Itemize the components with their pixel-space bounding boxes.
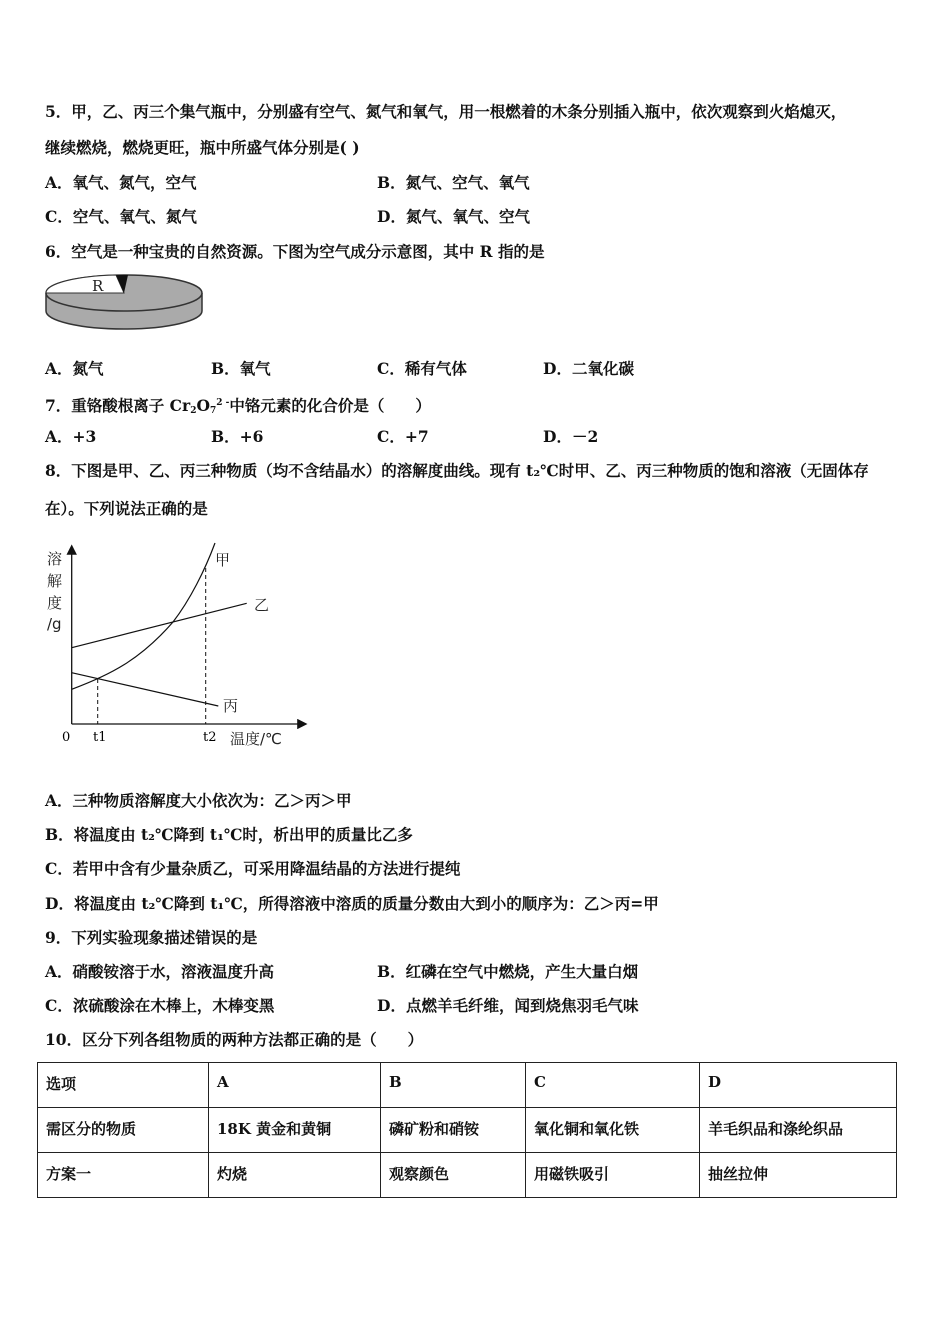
label-bing: 丙 — [223, 697, 239, 715]
t2-label: t2 — [203, 730, 217, 745]
table-cell: 磷矿粉和硝铵 — [381, 1108, 526, 1153]
q9-option-b: B．红磷在空气中燃烧，产生大量白烟 — [377, 962, 639, 981]
q5-stem: 5．甲，乙、丙三个集气瓶中，分别盛有空气、氮气和氧气，用一根燃着的木条分别插入瓶中，依次观察到火焰熄灭， — [45, 102, 847, 121]
table-cell: 18K 黄金和黄铜 — [209, 1108, 381, 1153]
q7-option-c: C．+7 — [377, 427, 429, 446]
table-cell: 选项 — [38, 1063, 209, 1108]
air-composition-pie — [40, 268, 210, 338]
table-cell: D — [700, 1063, 897, 1108]
solubility-curve-graph — [30, 530, 330, 760]
label-yi: 乙 — [254, 596, 270, 614]
q5-option-b: B．氮气、空气、氧气 — [377, 173, 530, 192]
q5-option-a: A．氧气、氮气，空气 — [45, 173, 197, 192]
q5-option-c: C．空气、氧气、氮气 — [45, 207, 197, 226]
curve-jia — [72, 543, 215, 689]
table-cell: 氧化铜和氧化铁 — [526, 1108, 700, 1153]
q9-option-a: A．硝酸铵溶于水，溶液温度升高 — [45, 962, 275, 981]
q10-stem: 10．区分下列各组物质的两种方法都正确的是（ ） — [45, 1030, 424, 1049]
pie-label-r: R — [92, 277, 104, 295]
q6-option-c: C．稀有气体 — [377, 359, 467, 378]
q9-option-d: D．点燃羊毛纤维，闻到烧焦羽毛气味 — [377, 996, 639, 1015]
q8-option-c: C．若甲中含有少量杂质乙，可采用降温结晶的方法进行提纯 — [45, 859, 461, 878]
q6-option-b: B．氧气 — [211, 359, 271, 378]
ylabel-2: 解 — [47, 572, 63, 590]
q7-option-b: B．+6 — [211, 427, 264, 446]
q8-stem-cont: 在）。下列说法正确的是 — [45, 499, 208, 518]
q7-option-d: D．－2 — [543, 427, 599, 446]
table-cell: C — [526, 1063, 700, 1108]
table-cell: 方案一 — [38, 1153, 209, 1198]
ylabel-3: 度 — [47, 594, 63, 612]
table-cell: 抽丝拉伸 — [700, 1153, 897, 1198]
curve-yi — [72, 603, 247, 647]
table-row — [38, 1153, 897, 1198]
ylabel-1: 溶 — [47, 550, 63, 568]
q6-option-d: D．二氧化碳 — [543, 359, 634, 378]
table-cell: B — [381, 1063, 526, 1108]
table-cell: A — [209, 1063, 381, 1108]
q7-option-a: A．+3 — [45, 427, 97, 446]
q6-stem: 6．空气是一种宝贵的自然资源。下图为空气成分示意图，其中 R 指的是 — [45, 242, 545, 261]
origin-label: 0 — [62, 730, 71, 745]
q8-stem: 8．下图是甲、乙、丙三种物质（均不含结晶水）的溶解度曲线。现有 t₂℃时甲、乙、丙三种物质的饱和溶液（无固体存 — [45, 461, 869, 480]
table-cell: 羊毛织品和涤纶织品 — [700, 1108, 897, 1153]
xlabel: 温度/℃ — [230, 730, 282, 748]
table-row — [38, 1108, 897, 1153]
q8-option-d: D．将温度由 t₂℃降到 t₁℃，所得溶液中溶质的质量分数由大到小的顺序为：乙＞丙=甲 — [45, 894, 659, 913]
q9-option-c: C．浓硫酸涂在木棒上，木棒变黑 — [45, 996, 275, 1015]
q8-option-a: A．三种物质溶解度大小依次为：乙＞丙＞甲 — [45, 791, 352, 810]
table-cell: 需区分的物质 — [38, 1108, 209, 1153]
t1-label: t1 — [93, 730, 107, 745]
label-jia: 甲 — [215, 551, 231, 569]
q7-stem: 7．重铬酸根离子 $Cr_2O_7^{2 -}$中铬元素的化合价是（ ） — [45, 396, 431, 416]
q5-option-d: D．氮气、氧气、空气 — [377, 207, 530, 226]
ylabel-unit: /g — [47, 615, 62, 633]
table-cell: 用磁铁吸引 — [526, 1153, 700, 1198]
q8-option-b: B．将温度由 t₂℃降到 t₁℃时，析出甲的质量比乙多 — [45, 825, 413, 844]
q9-stem: 9．下列实验现象描述错误的是 — [45, 928, 258, 947]
q5-stem-cont: 继续燃烧，燃烧更旺，瓶中所盛气体分别是( ) — [45, 138, 360, 157]
table-cell: 灼烧 — [209, 1153, 381, 1198]
q6-option-a: A．氮气 — [45, 359, 104, 378]
table-row — [38, 1063, 897, 1108]
curve-bing — [72, 673, 219, 706]
q10-table — [37, 1062, 897, 1198]
table-cell: 观察颜色 — [381, 1153, 526, 1198]
